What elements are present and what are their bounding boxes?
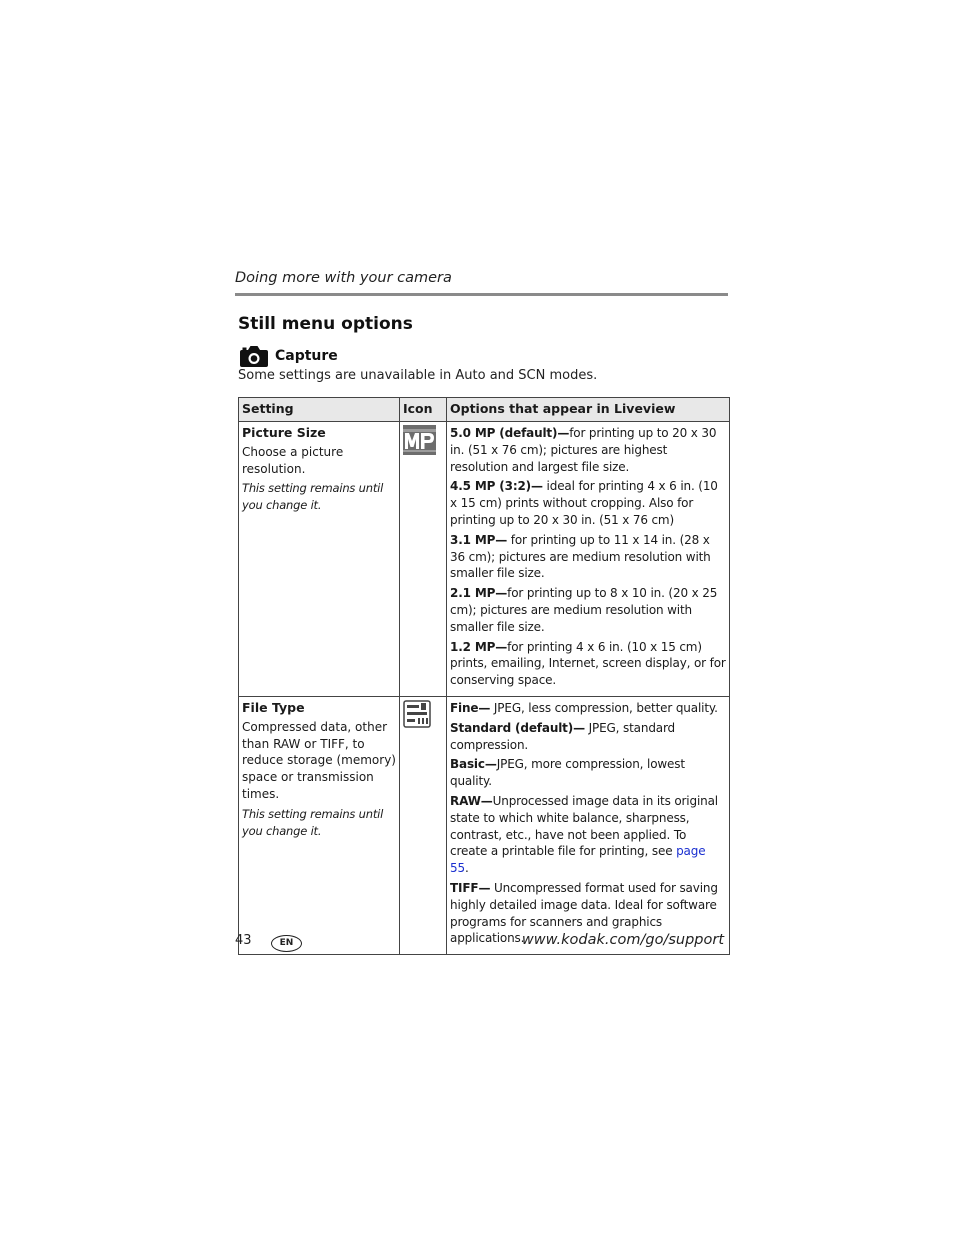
page-number: 43 — [235, 933, 252, 948]
camera-icon — [240, 345, 268, 367]
setting-note: This setting remains until you change it. — [242, 481, 384, 513]
header-setting: Setting — [239, 398, 400, 422]
table-row — [239, 696, 730, 954]
option-item: 1.2 MP—for printing 4 x 6 in. (10 x 15 cm) prints, emailing, Internet, screen display, or for conserving space. — [450, 639, 726, 688]
option-item: 2.1 MP—for printing up to 8 x 10 in. (20 x 25 cm); pictures are medium resolution with smaller file size. — [450, 586, 718, 634]
capture-heading — [240, 344, 338, 368]
option-item: TIFF— Uncompressed format used for saving highly detailed image data. Ideal for software programs for scanners and graphics applications. — [450, 880, 718, 946]
options-table — [238, 397, 730, 955]
file-type-icon — [403, 717, 431, 731]
setting-description: Compressed data, other than RAW or TIFF, to reduce storage (memory) space or transmission times. — [242, 719, 396, 801]
option-item: Basic—JPEG, more compression, lowest quality. — [450, 757, 685, 789]
option-item: 3.1 MP— for printing up to 11 x 14 in. (28 x 36 cm); pictures are medium resolution with smaller file size. — [450, 532, 711, 581]
running-head: Doing more with your camera — [235, 270, 452, 286]
options-cell — [447, 422, 730, 697]
support-url: www.kodak.com/go/support — [521, 932, 724, 948]
option-item: Standard (default)— JPEG, standard compression. — [450, 720, 676, 752]
setting-description: Choose a picture resolution. — [242, 444, 344, 476]
header-options: Options that appear in Liveview — [447, 398, 730, 422]
table-row — [239, 422, 730, 697]
options-cell — [447, 696, 730, 954]
option-item: 5.0 MP (default)—for printing up to 20 x 30 in. (51 x 76 cm); pictures are highest resolution and largest file size. — [450, 426, 717, 474]
option-item: RAW—Unprocessed image data in its original state to which white balance, sharpness, contrast, etc., have not been applied. To create a printable file for printing, see page 55. — [450, 793, 718, 876]
setting-cell — [239, 696, 400, 954]
setting-cell — [239, 422, 400, 697]
setting-note: This setting remains until you change it. — [242, 806, 384, 838]
icon-cell — [400, 422, 447, 697]
header-rule — [235, 293, 728, 296]
page-55-link[interactable]: page 55 — [450, 844, 706, 876]
capture-label: Capture — [275, 348, 338, 364]
language-badge: EN — [271, 935, 302, 952]
header-icon: Icon — [400, 398, 447, 422]
option-item: Fine— JPEG, less compression, better quality. — [450, 700, 718, 715]
icon-cell — [400, 696, 447, 954]
mp-icon — [403, 444, 436, 458]
setting-name: Picture Size — [242, 425, 326, 440]
section-title: Still menu options — [238, 314, 413, 334]
intro-text: Some settings are unavailable in Auto and SCN modes. — [238, 368, 598, 383]
table-header-row — [239, 398, 730, 422]
option-item: 4.5 MP (3:2)— ideal for printing 4 x 6 in. (10 x 15 cm) prints without cropping. Also for printing up to 20 x 30 in. (51 x 76 cm) — [450, 479, 718, 527]
setting-name: File Type — [242, 699, 305, 715]
